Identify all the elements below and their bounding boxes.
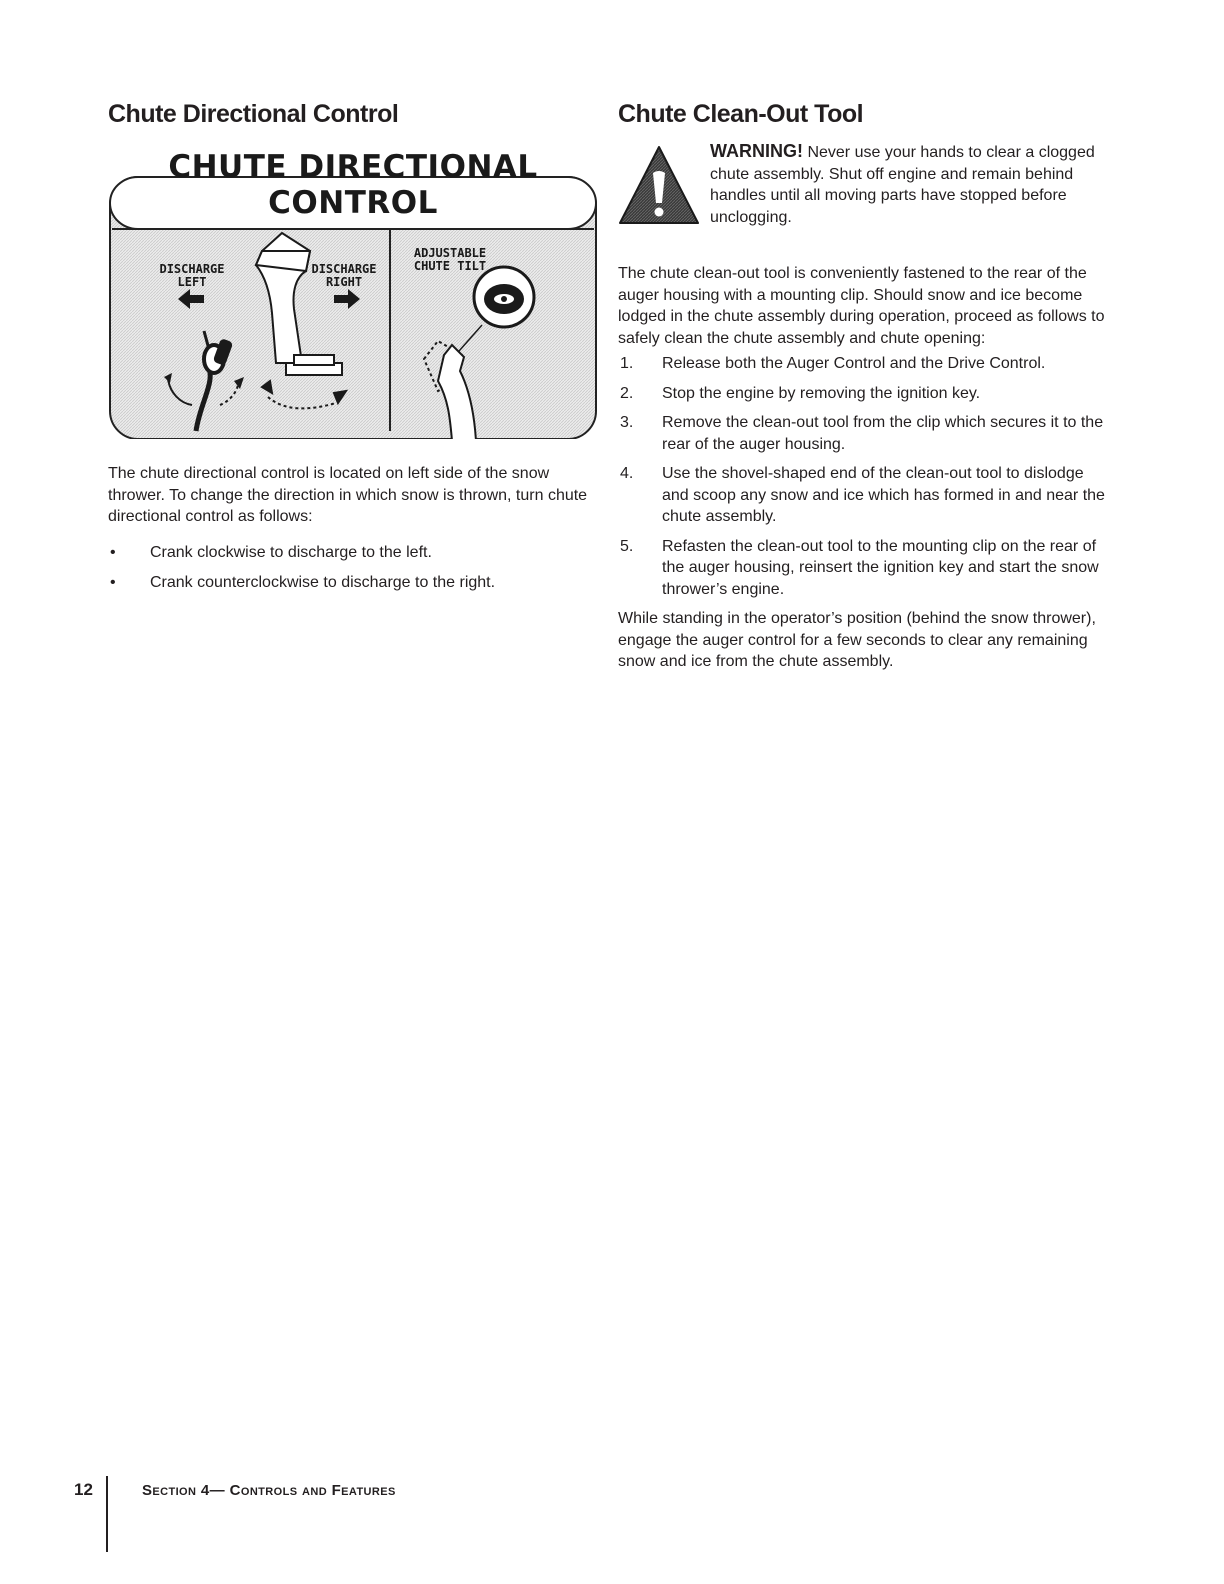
list-item <box>618 412 1110 455</box>
chute-directional-intro: The chute directional control is located on left side of the snow thrower. To change the direction in which snow is thrown, turn chute directional control as follows: <box>108 465 588 525</box>
list-item <box>108 572 598 593</box>
chute-directional-control-decal <box>108 141 598 439</box>
bullet-icon: • <box>110 543 116 561</box>
section-heading-chute-directional-control: Chute Directional Control <box>108 100 399 128</box>
step-number: 4. <box>620 465 634 482</box>
page-number: 12 <box>74 1480 93 1499</box>
step-number: 1. <box>620 355 634 372</box>
section-heading-chute-clean-out-tool: Chute Clean-Out Tool <box>618 100 864 128</box>
list-item-text: Crank clockwise to discharge to the left. <box>150 543 432 561</box>
warning-triangle-icon <box>618 143 700 227</box>
list-item <box>618 383 1110 405</box>
footer-divider <box>106 1476 108 1552</box>
step-number: 3. <box>620 414 634 431</box>
step-text: Release both the Auger Control and the Drive Control. <box>662 355 1046 372</box>
chute-directional-control-section <box>108 100 598 602</box>
warning-label: WARNING! <box>710 141 803 161</box>
list-item <box>618 536 1110 601</box>
discharge-left-label: DISCHARGE LEFT <box>159 262 225 289</box>
warning-block <box>618 141 1110 241</box>
step-number: 5. <box>620 537 634 555</box>
clean-out-closing: While standing in the operator’s position (behind the snow thrower), engage the auger control for a few seconds to clear any remaining snow and ice from the chute assembly. <box>618 610 1096 670</box>
adjustable-chute-tilt-label: ADJUSTABLE CHUTE TILT <box>413 246 487 273</box>
step-number: 2. <box>620 384 634 402</box>
chute-clean-out-tool-section <box>618 100 1110 673</box>
warning-text <box>710 141 1110 228</box>
warning-body: Never use your hands to clear a clogged chute assembly. Shut off engine and remain behind handles until all moving parts have stopped before unclogging. <box>710 144 1095 226</box>
step-text: Stop the engine by removing the ignition key. <box>662 384 981 402</box>
list-item-text: Crank counterclockwise to discharge to the right. <box>150 573 496 591</box>
list-item <box>108 542 598 563</box>
step-text: Refasten the clean-out tool to the mounting clip on the rear of the auger housing, reinsert the ignition key and start the snow thrower’s engine. <box>662 537 1099 598</box>
step-text: Remove the clean-out tool from the clip which secures it to the rear of the auger housing. <box>662 414 1104 453</box>
crank-direction-list <box>108 542 598 593</box>
step-text: Use the shovel-shaped end of the clean-out tool to dislodge and scoop any snow and ice which has formed in and near the chute assembly. <box>662 465 1105 525</box>
clean-out-steps <box>618 353 1110 600</box>
bullet-icon: • <box>110 573 116 591</box>
clean-out-intro: The chute clean-out tool is conveniently fastened to the rear of the auger housing with a mounting clip. Should snow and ice become lodged in the chute assembly during operation, proceed as follows to safely clean the chute assembly and chute opening: <box>618 265 1105 347</box>
list-item <box>618 353 1110 375</box>
decal-title: CHUTE DIRECTIONAL CONTROL <box>168 149 538 221</box>
discharge-right-label: DISCHARGE RIGHT <box>311 262 377 289</box>
list-item <box>618 463 1110 528</box>
footer-section-title: Section 4— Controls and Features <box>142 1482 396 1499</box>
